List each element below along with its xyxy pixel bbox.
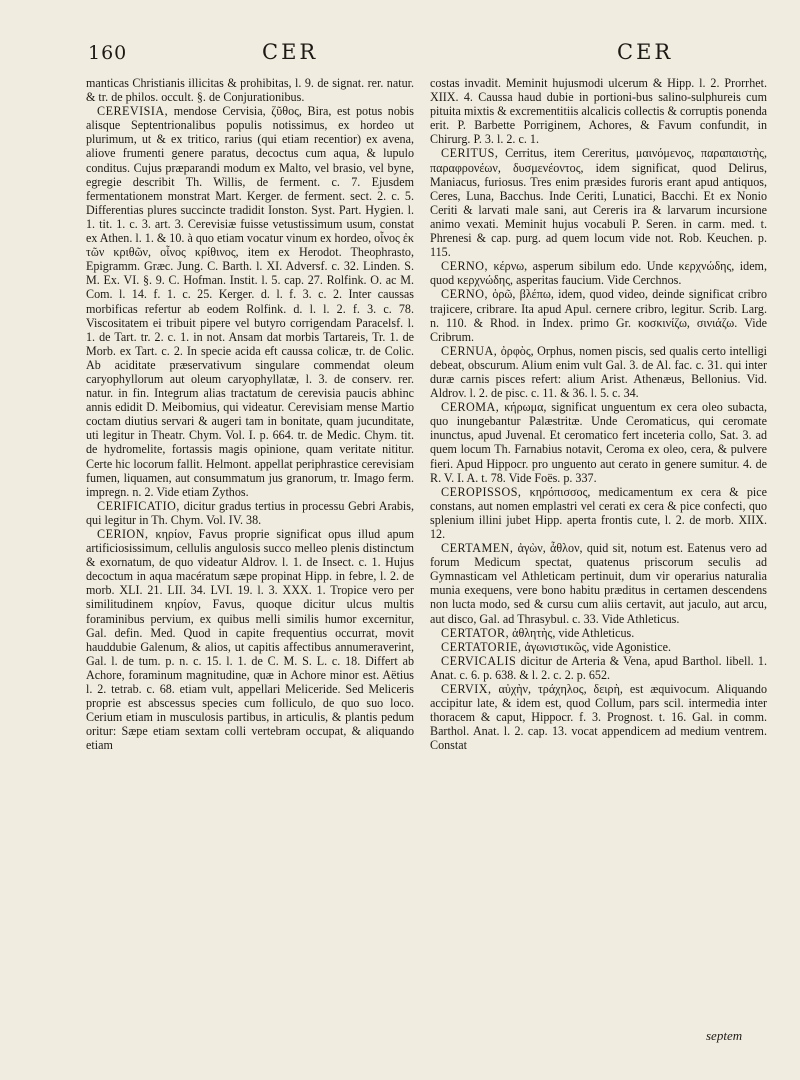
entry-text: mendose Cervisia, ζῦθος, Bira, est potus nobis alisque Septentrionalibus populis notissimus, ex hordeo ut plurimum, ut & ex tritico, rarius (qui etiam recentior) ex avena, aliove frumenti genere paratus, decoctus cum aqua, & lupulo conditus. Cujus præparandi modum ex Malto, vel brasio, vel byne, egregie describit Th. Willis, de ferment. c. 7. Ejusdem fermentationem monstrat Mart. Kerger. de ferment. sect. 2. c. 5. Differentias plures succincte tradidit Ionston. Syst. Part. Hygien. l. 1. tit. 1. c. 3. art. 3. Cerevisiæ fuisse vetustissimum usum, constat ex Athen. l. 1. & 10. à quo etiam vocatur vinum ex hordeo, οἶνος ἐκ τῶν κριθῶν, οἶνος κρίθινος, item ex Herodot. Theophrasto, Epigramm. Græc. Jung. C. Barth. l. XI. Adversf. c. 32. Linden. S. M. Ex. VI. §. 9. C. Hofman. Instit. l. 5. cap. 27. Rolfink. O. ac M. Com. l. 14. f. 1. c. 25. Kerger. d. l. f. 3. c. 2. Inter caussas morbificas refertur ab eodem Rolfink. d. l. l. 2. f. 3. c. 78. Viscositatem ei tribuit pipere vel butyro corrigendam Paracelsf. l. 1. de Tart. tr. 2. c. 1. in not. Ansam dat morbis Tartareis, Tr. 1. de Morb. ex Tart. c. 2. In specie acida eft caussa colicæ, tr. de Colic. Ab aciditate præservativum singulare commendat oleum caryophyllorum aut oleum caryophyllatæ, l. 3. de conserv. rer. natur. in fin. Integrum alias tractatum de cerevisia paucis abhinc annis edidit D. Meibomius, qui videatur. Cerevisiam mense Martio coctam diutius servari & augeri tam in bonitate, quam jucunditate, uti legitur in Theatr. Chym. Vol. I. p. 664. tr. de Medic. Chym. tit. de hydromelite, fortassis magis opinione, quam veritate nititur. Certe hic locorum fallit. Helmont. appellat periphrastice cerevisiam fumen, liquamen, aut consummatum jus granorum, tr. Imago ferm. impregn. n. 2. Vide etiam Zythos.: [86, 104, 414, 499]
dictionary-entry: [430, 541, 767, 626]
entry-text: ὁρῶ, βλέπω, idem, quod video, deinde significat cribro trajicere, cribrare. Ita apud Apul. cernere cribro, legitur. Scrib. Larg. n. 110. & Rhod. in Index. primo Gr. κοσκινίζω, σινιάζω. Vide Cribrum.: [430, 287, 767, 344]
running-head-left: CER: [262, 40, 319, 64]
entry-headword: CERVIX,: [441, 682, 492, 697]
dictionary-entry: [86, 104, 414, 499]
entry-headword: CERVICALIS: [441, 653, 517, 668]
page-number: 160: [88, 42, 128, 64]
entry-text: κήρωμα, significat unguentum ex cera oleo subacta, quo inungebantur Palæstritæ. Unde Ceromaticus, qui ceromate inunctus, apud Juvenal. Et ceromatico fert inceteria collo, Sat. 3. ad quem locum Th. Farnabius notavit, Ceroma ex oleo, cera, & pulvere fieri. Apud Hippocr. pro unguento aut cerato in genere sumitur. 4. de R. V. I. A. t. 78. Vide Foës. p. 337.: [430, 400, 767, 485]
entry-headword: CERNUA,: [441, 343, 498, 358]
dictionary-entry: [430, 682, 767, 752]
entry-headword: CERTATORIE,: [441, 639, 522, 654]
entry-text: ἀγὼν, ἆθλον, quid sit, notum est. Eatenus vero ad forum Medicum spectat, quatenus priscorum seculis ad Gymnasticam vel Athleticam pertinuit, dum vir operarius naturalia munia exequens, vere bono habitu præditus in certamen descendens non lucta modo, sed & cursu cum aliis certavit, aut jaculo, aut arcu, aut disco, Gal. ad Thrasybul. c. 33. Vide Athleticus.: [430, 541, 767, 626]
dictionary-entry: [430, 146, 767, 259]
entry-headword: CEROMA,: [441, 400, 500, 415]
entry-text: dicitur gradus tertius in processu Gebri Arabis, qui legitur in Th. Chym. Vol. IV. 38.: [86, 498, 414, 527]
entry-text: manticas Christianis illicitas & prohibitas, l. 9. de signat. rer. natur. & tr. de philos. occult. §. de Conjurationibus.: [86, 76, 414, 105]
entry-headword: CERIFICATIO,: [97, 498, 180, 513]
entry-text: ἀθλητὴς, vide Athleticus.: [512, 625, 635, 640]
entry-text: κέρνω, asperum sibilum edo. Unde κερχνώδης, idem, quod κερχνώδης, asperitas faucium. Vide Cerchnos.: [430, 259, 767, 288]
dictionary-entry: [430, 287, 767, 343]
entry-text: dicitur de Arteria & Vena, apud Barthol. libell. 1. Anat. c. 6. p. 638. & l. 2. c. 2. p. 652.: [430, 653, 768, 682]
dictionary-entry: [430, 626, 767, 640]
dictionary-entry: [430, 259, 767, 287]
entry-text: κηρίον, Favus proprie significat opus illud apum artificiosissimum, cellulis angulosis succo melleo plenis distinctum & exornatum, de quo videatur Aldrov. l. 1. de Insect. c. 1. Hujus decoctum in aqua macératum sæpe propinat Hipp. in febre, l. 2. de morb. XLI. 21. LII. 34. LVI. 19. l. 3. XXX. 1. Tropice vero per similitudinem κηρίον, Favus, quoque dicitur ulcus multis foraminibus pervium, ex quibus melli similis humor excernitur, Gal. defin. Med. Quod in capite frequentius occurrat, movit hauddubie Galenum, & alios, ut capitis affectibus annumeraverint, Gal. l. de tum. p. n. c. 15. l. 1. de C. M. S. L. c. 18. Differt ab Achore, foraminum magnitudine, quæ in Achore minor est. Aëtius l. 2. tetrab. c. 68. etiam vult, appellari Meliceride. Sed Meliceris proprie est abscessus species cum folliculo, de quo suo loco. Cerium etiam in musculosis partibus, in articulis, & plantis pedum oritur: Sæpe etiam sextam colli vertebram occupat, & aliquando etiam: [86, 527, 414, 753]
entry-text: ἀγωνιστικῶς, vide Agonistice.: [524, 639, 672, 654]
right-column: [430, 76, 767, 753]
continued-paragraph: [430, 76, 767, 146]
dictionary-entry: [430, 654, 767, 682]
dictionary-entry: [430, 400, 767, 485]
catchword: septem: [706, 1028, 743, 1043]
page-header: [62, 40, 746, 70]
dictionary-entry: [430, 485, 767, 541]
entry-headword: CERITUS,: [441, 146, 499, 161]
entry-headword: CERNO,: [441, 287, 489, 302]
entry-headword: CERION,: [97, 527, 149, 541]
entry-headword: CERTATOR,: [441, 625, 510, 640]
running-head-right: CER: [617, 40, 674, 64]
entry-text: κηρόπισσος, medicamentum ex cera & pice constans, aut nomen emplastri vel cerati ex cera & pice confecti, quo splenium illini jubet Hipp. aperta frontis cute, l. 2. de morb. XIIX. 12.: [430, 484, 767, 541]
entry-text: Cerritus, item Cereritus, μαινόμενος, παραπαιστὴς, παραφρονέων, δυσμενέοντος, idem significat, quod Delirus, Maniacus, furiosus. Tres enim præsides furoris erant apud antiquos, Ceres, Luna, Bacchus. Inde Ceriti, Lunatici, Bacchi. Et ex Nonio Ceriti & larvati male sani, aut Cereris ira & larvarum incursione animo vexati. Meminit hujus vocabuli P. Seren. in carm. med. t. Phrenesi & cap. purg. ad quem locum vide not. Rob. Keuchen. p. 115.: [430, 146, 767, 260]
entry-headword: CERNO,: [441, 259, 489, 274]
entry-headword: CEROPISSOS,: [441, 484, 522, 499]
entry-text: αὐχὴν, τράχηλος, δειρὴ, est æquivocum. Aliquando accipitur late, & idem est, quod Collum, pars scil. intermedia inter thoracem & caput, Hippocr. f. 3. Prognost. t. 16. Gal. in comm. Barthol. Anat. l. 2. cap. 13. vocat appendicem ad medium ventrem. Constat: [430, 682, 768, 753]
dictionary-entry: [86, 527, 414, 753]
entry-headword: CERTAMEN,: [441, 541, 514, 556]
continued-paragraph: [86, 76, 414, 104]
dictionary-entry: [86, 499, 414, 527]
left-column: [86, 76, 414, 753]
entry-text: costas invadit. Meminit hujusmodi ulcerum & Hipp. l. 2. Prorrhet. XIIX. 4. Caussa haud dubie in portioni-bus salino-sulphureis cum pituita mixtis & excrementitiis alcalicis collectis & corruptis ponenda erit. P. Barbette Porriginem, Achores, & Favum confundit, in Chirurg. P. 3. l. 2. c. 1.: [430, 76, 767, 147]
entry-headword: CEREVISIA,: [97, 104, 169, 119]
entry-text: ὀρφὸς, Orphus, nomen piscis, sed qualis certo intelligi debeat, obscurum. Alium enim vult Gal. 3. de Al. fac. c. 31. qui inter duræ carnis pisces refert: alium Arist. Athenæus, Bellonius. Vid. Aldrov. l. 2. de pisc. c. 11. & 36. l. 5. c. 34.: [430, 343, 767, 401]
dictionary-entry: [430, 344, 767, 400]
dictionary-entry: [430, 640, 767, 654]
